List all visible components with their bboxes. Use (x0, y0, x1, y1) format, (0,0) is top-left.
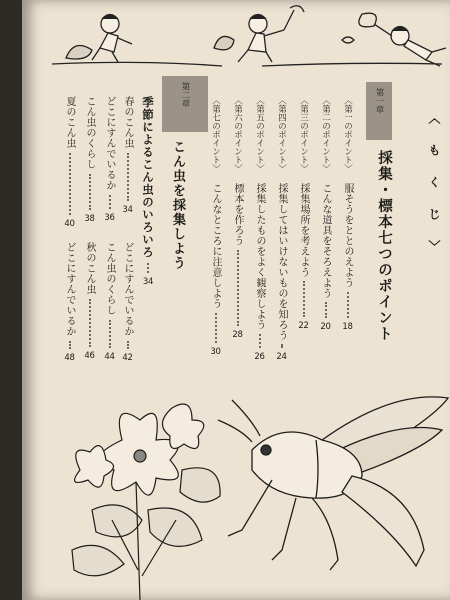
toc-entry[interactable]: 〈第一のポイント〉 服そうをととのえよう 18 (342, 96, 353, 332)
toc-entry[interactable]: どこにすんでいるか 36 (104, 96, 115, 223)
toc-entry[interactable]: どこにすんでいるか 48 (64, 242, 75, 363)
chapter2-tag: 第二章 (180, 82, 190, 108)
insect-catching-kids-illustration (22, 0, 450, 78)
chapter1-banner (366, 82, 392, 140)
toc-entry[interactable]: 夏のこん虫 40 (64, 96, 75, 229)
chapter2-section[interactable]: 季節によるこん虫のいろいろ 34 (141, 96, 155, 287)
chapter2-heading: こん虫を採集しよう (170, 140, 185, 271)
toc-entry[interactable]: こん虫のくらし 44 (104, 242, 115, 362)
toc-entry[interactable]: 〈第三のポイント〉 採集場所を考えよう 22 (298, 96, 309, 331)
toc-entry[interactable]: 〈第七のポイント〉 こんなところに注意しよう 30 (210, 96, 221, 357)
toc-entry[interactable]: どこにすんでいるか 42 (122, 242, 133, 363)
toc-entry[interactable]: 〈第五のポイント〉 採集したものをよく観察しよう 26 (254, 96, 265, 362)
chapter2-banner (162, 76, 208, 132)
toc-entry[interactable]: 〈第六のポイント〉 標本を作ろう 28 (232, 96, 243, 340)
grasshopper-illustration (212, 380, 450, 580)
chapter1-tag: 第一章 (374, 88, 384, 114)
chapter1-heading: 採集・標本七つのポイント (376, 150, 393, 342)
toc-entry[interactable]: 〈第二のポイント〉 こんな道具をそろえよう 20 (320, 96, 331, 332)
toc-entry[interactable]: 秋のこん虫 46 (84, 242, 95, 361)
toc-entry[interactable]: 〈第四のポイント〉 採集してはいけないものを知ろう 24 (276, 96, 287, 362)
toc-entry[interactable]: こん虫のくらし 38 (84, 96, 95, 224)
flower-illustration (52, 400, 232, 600)
contents-title: 〈 も く じ 〉 (427, 112, 441, 255)
book-page (22, 0, 450, 600)
toc-entry[interactable]: 春のこん虫 34 (122, 96, 133, 215)
